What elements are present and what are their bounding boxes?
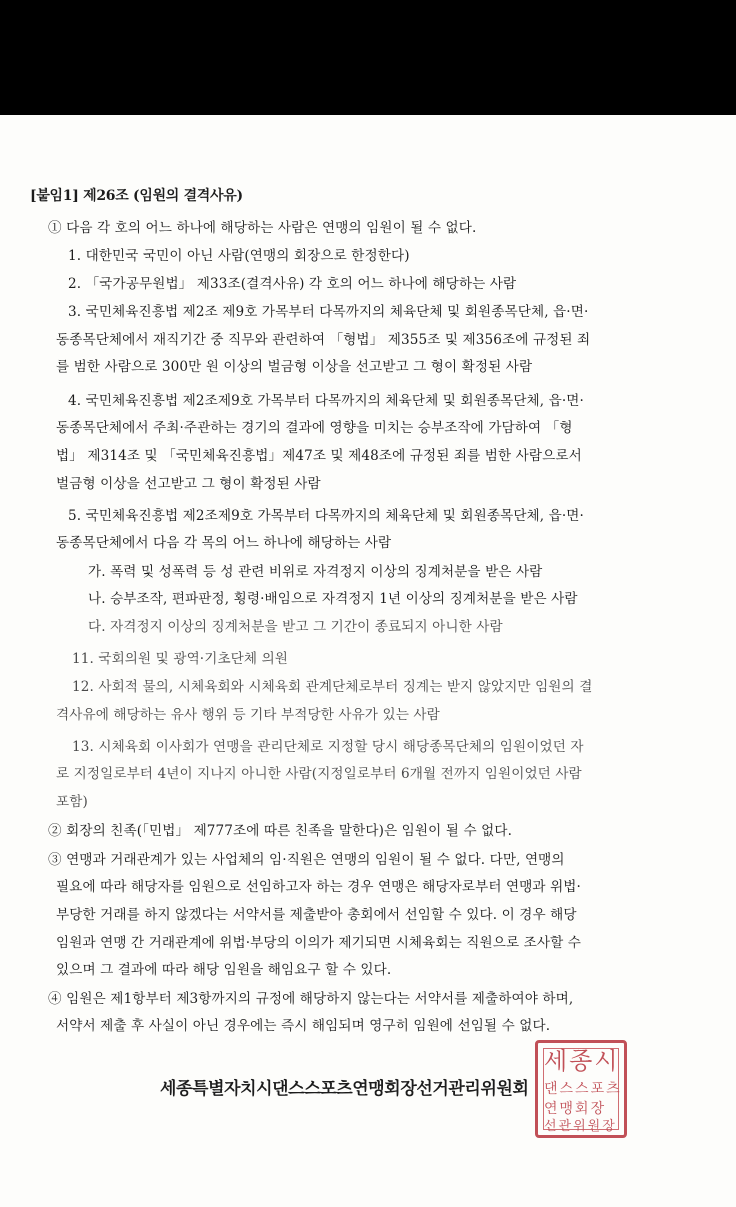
- document-title: [붙임1] 제26조 (임원의 결격사유): [30, 188, 243, 204]
- paragraph-line-3: ③ 연맹과 거래관계가 있는 사업체의 임·직원은 연맹의 임원이 될 수 없다. 다만, 연맹의: [48, 852, 565, 868]
- item-line: 동종목단체에서 다음 각 목의 어느 하나에 해당하는 사람: [56, 535, 392, 551]
- item-line: 1. 대한민국 국민이 아닌 사람(연맹의 회장으로 한정한다): [68, 248, 410, 264]
- paragraph-line: 필요에 따라 해당자를 임원으로 선임하고자 하는 경우 연맹은 해당자로부터 연맹과 위법·: [56, 879, 581, 895]
- paragraph-line-1: ① 다음 각 호의 어느 하나에 해당하는 사람은 연맹의 임원이 될 수 없다.: [48, 220, 477, 236]
- issuing-organization: 세종특별자치시댄스스포츠연맹회장선거관리위원회: [160, 1079, 529, 1099]
- top-black-bar: [0, 0, 736, 115]
- item-line: 11. 국회의원 및 광역·기초단체 의원: [72, 651, 289, 667]
- paragraph-line: 서약서 제출 후 사실이 아닌 경우에는 즉시 해임되며 영구히 임원에 선임될 수 없다.: [56, 1018, 551, 1034]
- seal-text: 선관위원장: [544, 1119, 617, 1134]
- paragraph-line-2: ② 회장의 친족(「민법」 제777조에 따른 친족을 말한다)은 임원이 될 수 없다.: [48, 823, 512, 839]
- sub-item-line: 가. 폭력 및 성폭력 등 성 관련 비위로 자격정지 이상의 징계처분을 받은 사람: [88, 564, 543, 580]
- item-line: 동종목단체에서 주최·주관하는 경기의 결과에 영향을 미치는 승부조작에 가담하여 「형: [56, 420, 573, 436]
- item-line: 벌금형 이상을 선고받고 그 형이 확정된 사람: [56, 476, 321, 492]
- item-line: 로 지정일로부터 4년이 지나지 아니한 사람(지정일로부터 6개월 전까지 임원이었던 사람: [56, 766, 582, 782]
- item-line: 포함): [56, 794, 88, 810]
- seal-text: 세종시: [544, 1047, 620, 1075]
- item-line: 를 범한 사람으로 300만 원 이상의 벌금형 이상을 선고받고 그 형이 확정된 사람: [56, 359, 533, 375]
- sub-item-line: 나. 승부조작, 편파판정, 횡령·배임으로 자격정지 1년 이상의 징계처분을 받은 사람: [88, 591, 578, 607]
- item-line: 12. 사회적 물의, 시체육회와 시체육회 관계단체로부터 징계는 받지 않았지만 임원의 결: [72, 679, 593, 695]
- item-line: 3. 국민체육진흥법 제2조 제9호 가목부터 다목까지의 체육단체 및 회원종목단체, 읍·면·: [68, 304, 589, 320]
- item-line: 13. 시체육회 이사회가 연맹을 관리단체로 지정할 당시 해당종목단체의 임원이었던 자: [72, 739, 584, 755]
- paragraph-line: 있으며 그 결과에 따라 해당 임원을 해임요구 할 수 있다.: [56, 962, 392, 978]
- paragraph-line: 부당한 거래를 하지 않겠다는 서약서를 제출받아 총회에서 선임할 수 있다. 이 경우 해당: [56, 907, 577, 923]
- item-line: 4. 국민체육진흥법 제2조제9호 가목부터 다목까지의 체육단체 및 회원종목단체, 읍·면·: [68, 393, 584, 409]
- item-line: 동종목단체에서 재직기간 중 직무와 관련하여 「형법」 제355조 및 제356조에 규정된 죄: [56, 332, 591, 348]
- seal-text: 연맹회장: [544, 1101, 607, 1117]
- paragraph-line-4: ④ 임원은 제1항부터 제3항까지의 규정에 해당하지 않는다는 서약서를 제출하여야 하며,: [48, 991, 574, 1007]
- official-seal: [535, 1040, 627, 1138]
- sub-item-line: 다. 자격정지 이상의 징계처분을 받고 그 기간이 종료되지 아니한 사람: [88, 619, 503, 635]
- item-line: 2. 「국가공무원법」 제33조(결격사유) 각 호의 어느 하나에 해당하는 사람: [68, 276, 517, 292]
- item-line: 법」 제314조 및 「국민체육진흥법」제47조 및 제48조에 규정된 죄를 범한 사람으로서: [56, 448, 582, 464]
- item-line: 5. 국민체육진흥법 제2조제9호 가목부터 다목까지의 체육단체 및 회원종목단체, 읍·면·: [68, 508, 584, 524]
- paragraph-line: 임원과 연맹 간 거래관계에 위법·부당의 이의가 제기되면 시체육회는 직원으로 조사할 수: [56, 935, 581, 951]
- seal-text: 댄스스포츠: [544, 1081, 622, 1097]
- item-line: 격사유에 해당하는 유사 행위 등 기타 부적당한 사유가 있는 사람: [56, 707, 440, 723]
